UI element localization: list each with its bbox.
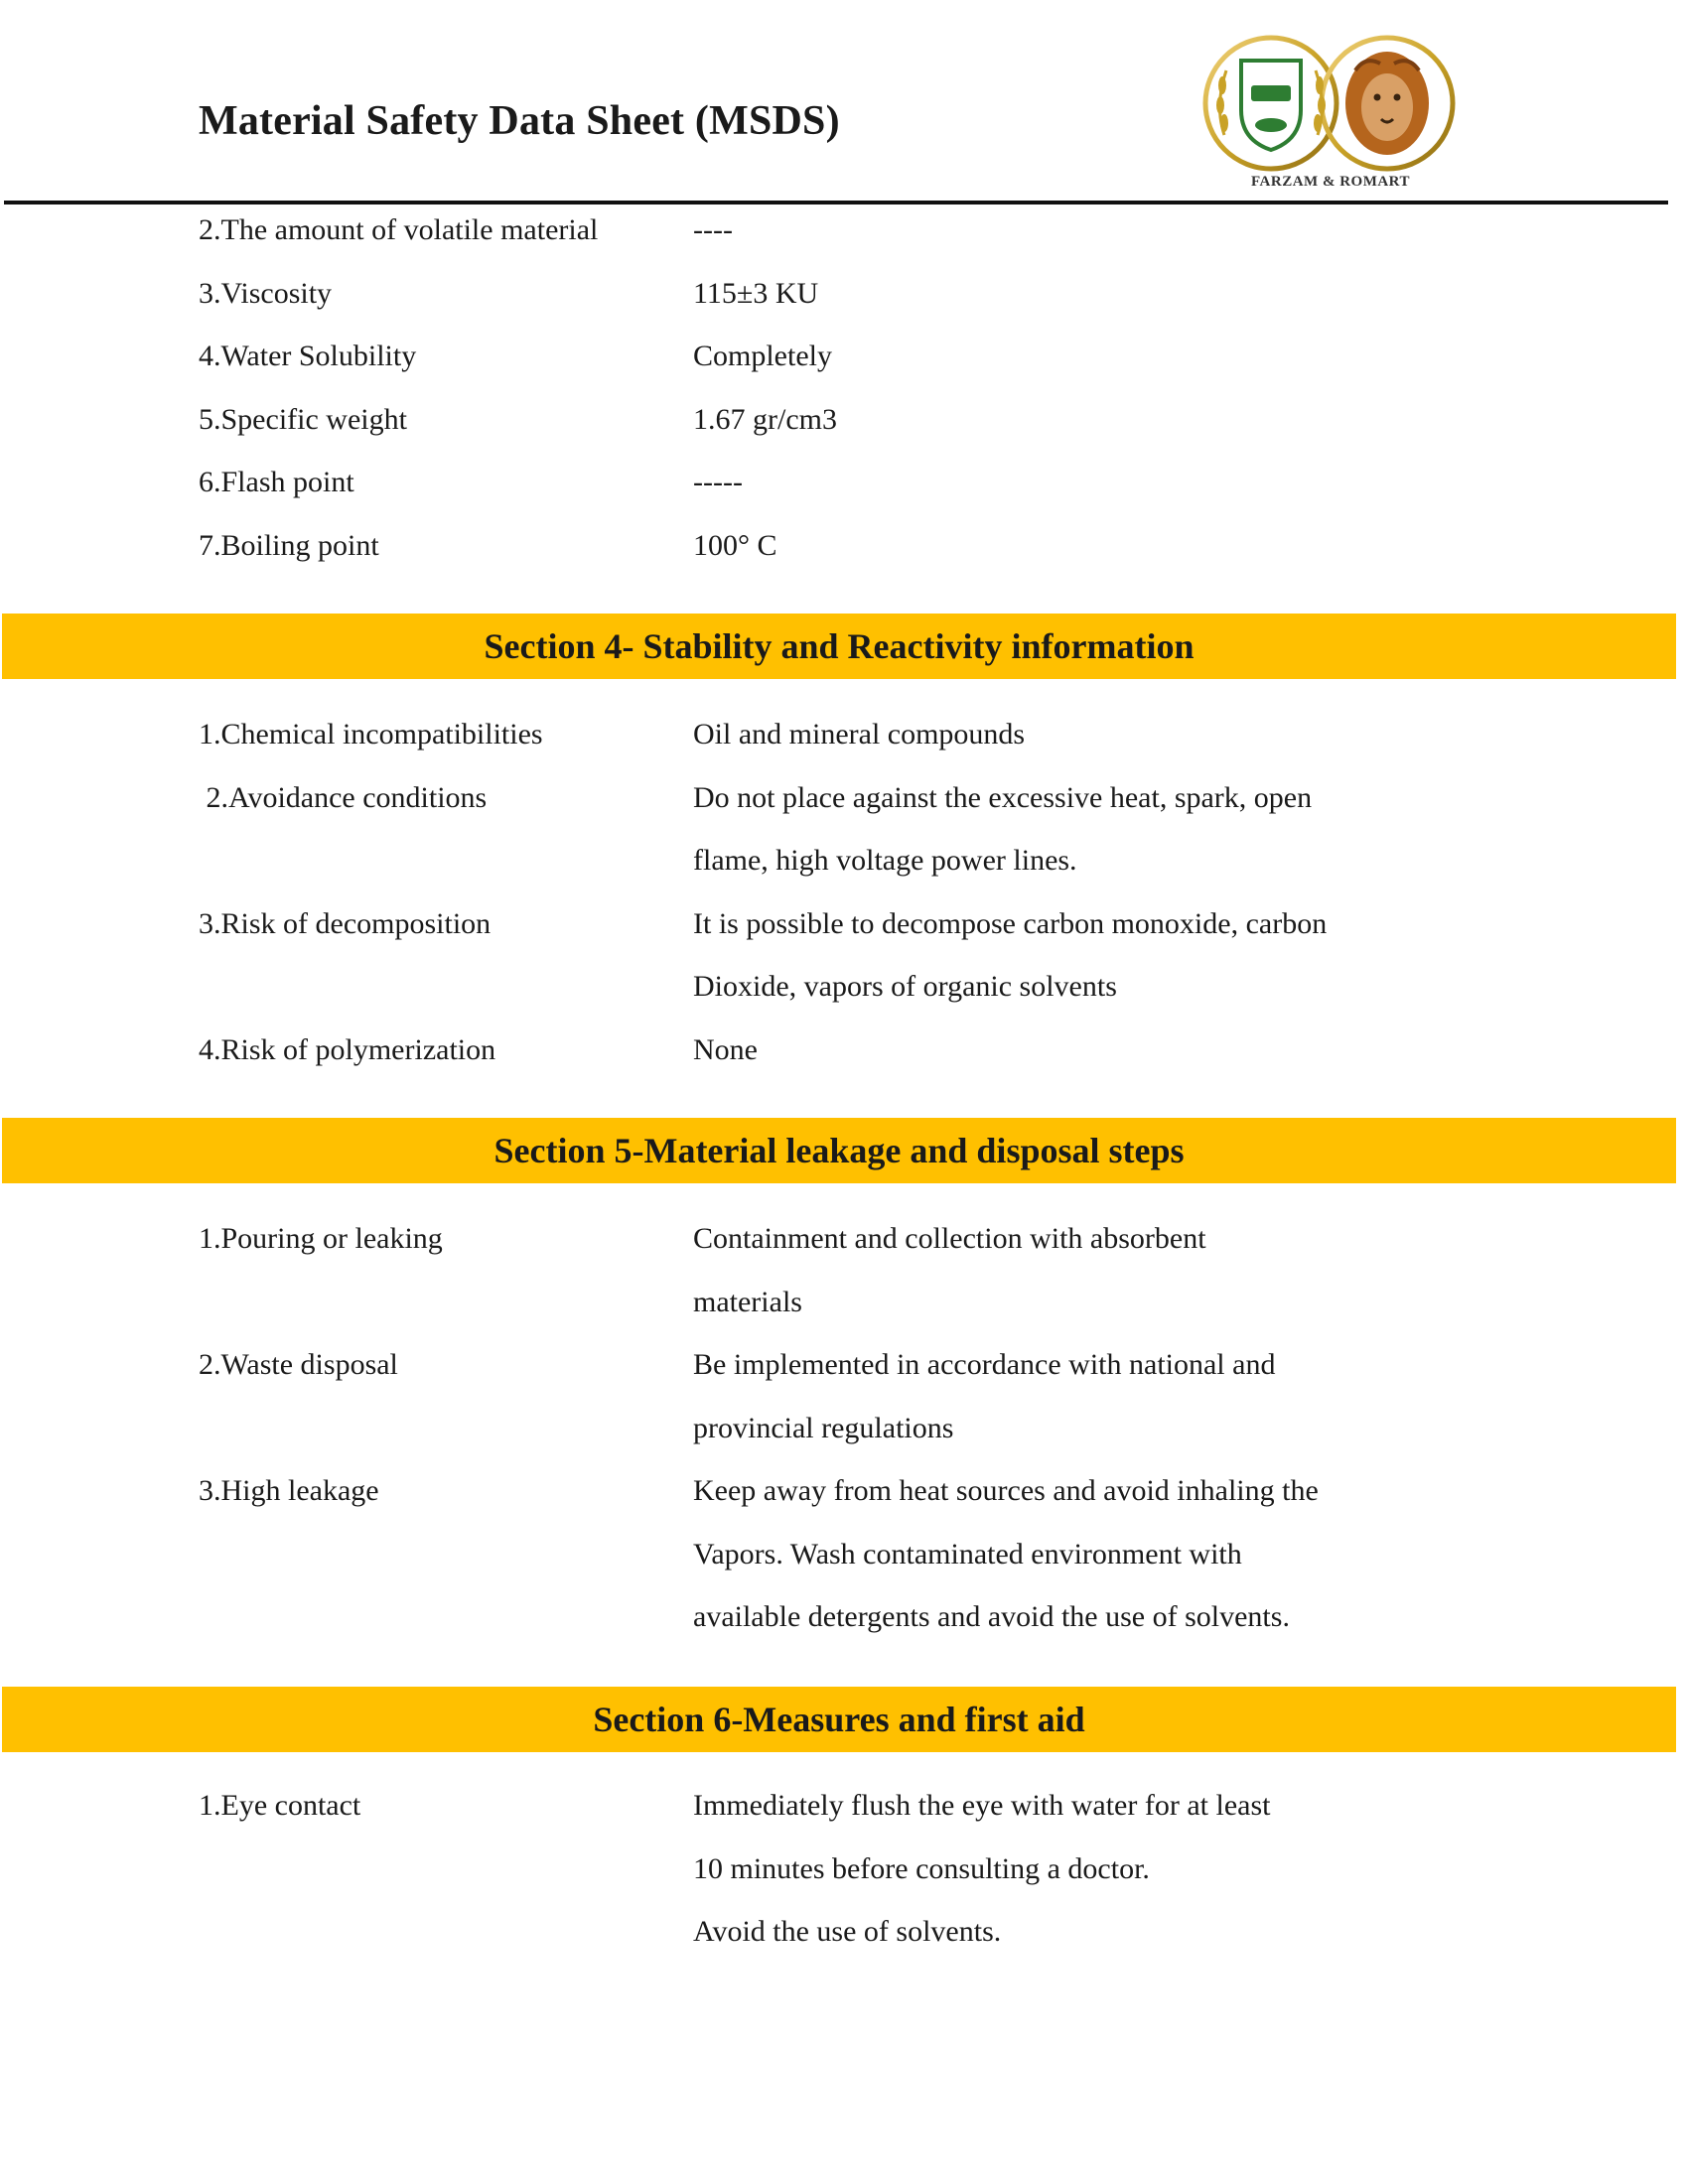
property-value: Completely <box>693 340 832 372</box>
row-value: It is possible to decompose carbon monoxide, carbon Dioxide, vapors of organic solvents <box>693 906 1328 1003</box>
row-value: Containment and collection with absorbent materials <box>693 1222 1206 1318</box>
property-label: 2.The amount of volatile material <box>199 213 599 246</box>
row-label: 2.Avoidance conditions <box>199 780 488 814</box>
page-title: Material Safety Data Sheet (MSDS) <box>199 98 840 144</box>
row-value: None <box>693 1032 758 1066</box>
property-label: 3.Viscosity <box>199 276 333 310</box>
row-label: 2.Waste disposal <box>199 1348 398 1381</box>
shield-icon <box>1241 61 1301 150</box>
property-label: 5.Specific weight <box>199 402 407 436</box>
row-label: 3.Risk of decomposition <box>199 906 492 940</box>
row-value: Be implemented in accordance with national and provincial regulations <box>693 1348 1276 1444</box>
lion-icon <box>1345 52 1429 155</box>
property-label: 4.Water Solubility <box>199 340 417 372</box>
property-value: ---- <box>693 213 733 246</box>
row-label: 1.Pouring or leaking <box>199 1222 443 1255</box>
section-5-heading: Section 5-Material leakage and disposal steps <box>2 1118 1676 1183</box>
property-value: 100° C <box>693 528 777 562</box>
row-label: 4.Risk of polymerization <box>199 1032 496 1066</box>
company-logo <box>1196 16 1465 195</box>
row-value: Immediately flush the eye with water for at least 10 minutes before consulting a doctor. Avoid the use of solvents. <box>693 1789 1271 1948</box>
property-label: 6.Flash point <box>199 466 354 498</box>
property-value: 115±3 KU <box>693 276 819 310</box>
property-label: 7.Boiling point <box>199 528 379 562</box>
logo-caption: FARZAM & ROMART <box>1250 174 1410 190</box>
property-value: 1.67 gr/cm3 <box>693 402 837 436</box>
row-value: Oil and mineral compounds <box>693 718 1026 751</box>
section-4-heading: Section 4- Stability and Reactivity information <box>2 614 1676 679</box>
row-label: 1.Eye contact <box>199 1789 361 1822</box>
row-value: Do not place against the excessive heat, spark, open flame, high voltage power lines. <box>693 780 1313 877</box>
row-label: 3.High leakage <box>199 1474 379 1507</box>
row-value: Keep away from heat sources and avoid inhaling the Vapors. Wash contaminated environment with available detergents and avoid the use of solvents. <box>693 1474 1319 1633</box>
row-label: 1.Chemical incompatibilities <box>199 718 543 751</box>
section-6-heading: Section 6-Measures and first aid <box>2 1687 1676 1752</box>
property-value: ----- <box>693 466 743 498</box>
